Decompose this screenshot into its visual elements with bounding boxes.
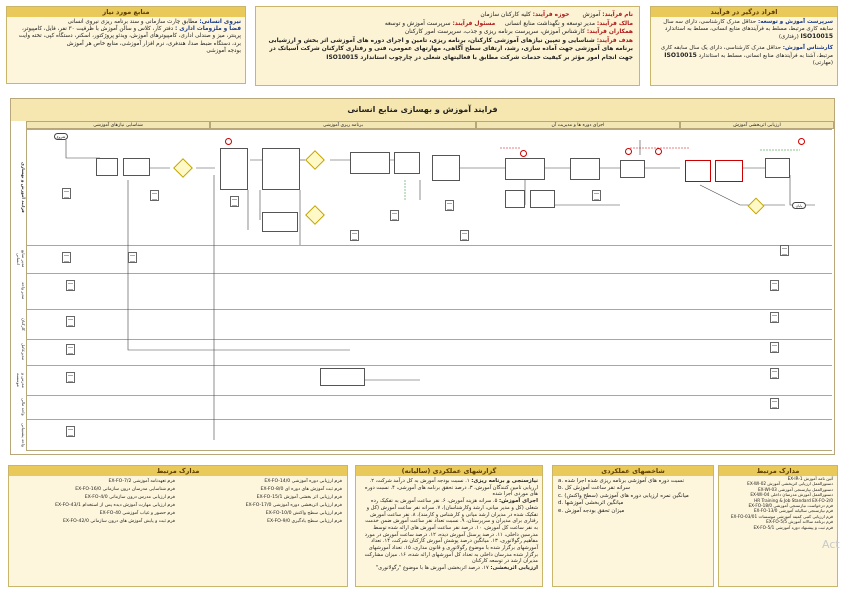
process-step	[505, 190, 525, 208]
people-item: سرپرست آموزش و توسعه: حداقل مدرک کارشناسی، دارای سه سال سابقه کاری مرتبط، مسلط به فرآیندهای منابع انسانی، مسلط به استاندارد ISO10015 (رفتاری)	[663, 19, 833, 41]
docs-left-items	[9, 476, 347, 529]
lane-label: مدیرعامل	[21, 343, 26, 361]
process-collaborators-line: همکاران فرآیند: کارشناس آموزش، سرپرست برنامه ریزی و جذب، سرپرست امور کارکنان	[404, 29, 633, 36]
report-paragraph: نیازسنجی و برنامه ریزی: ۱. نسبت بودجه آموزش به کل درآمد شرکت، ۲. ارزیابی تامین کنندگان آموزش، ۳. درصد تحقق برنامه های آموزشی، ۴. نسبت دوره های موردی اجرا شده	[364, 478, 538, 498]
document-icon	[128, 252, 137, 263]
doc-item: EX-FO-13/0 فرم نیازسنجی سالیانه آموزشی	[753, 508, 833, 514]
document-icon	[350, 230, 359, 241]
report-paragraph: اجرای آموزش: ۵. سرانه هزینه آموزش، ۶. نفر ساعت آموزش به تفکیک رده شغلی (کل و مدیر میانی، ارشد وکارشناسان)، ۷. سرانه نفر ساعت آموزش (کل و تفکیک شده در مدیران ارشد میانی و کارشناس و کارمند)، ۸. نفر ساعت آموزش رفتاری برای مدیران و سرپرستان، ۹. نسبت تعداد نفر ساعت آموزش ضمن خدمت به نفر ساعت کل آموزش، ۱۰. درصد نفر ساعت آموزش های ارائه شده توسط مدرسین داخلی، ۱۱. درصد پرسنل آموزش دیده، ۱۲. درصد ساعت آموزش در مورد مفاهیم رگولاتوری، ۱۳. میانگین درصد پوشش آموزش کارکنان شرکت، ۱۴. تعداد آموزشهای برگزار شده با موضوع رگولاتوری و قانون مداری، ۱۵. تعداد آموزشهای برگزار شده مدرسان داخلی به تعداد کل آموزشهای ارائه شده، ۱۶. میزان مشارکت مدیران ارشد در توسعه کارکنان	[364, 498, 538, 565]
people-item: کارشناس آموزش: حداقل مدرک کارشناسی، دارای یک سال سابقه کاری مرتبط، آشنا به فرآیندهای منابع انسانی، مسلط به استاندارد ISO10015 (مهارتی)	[660, 44, 833, 67]
related-docs-left-box	[8, 465, 348, 587]
doc-item: HR Training & Job Standard EX-FO-2/0	[754, 497, 833, 503]
kpi-marker	[798, 138, 805, 145]
doc-item: EX-FO-5/1 فرم ثبت و پیشنهاد دوره آموزشی	[753, 524, 833, 530]
doc-item: EX-FO-15/1 فرم ارزیابی اثر بخشی آموزش	[256, 495, 342, 501]
document-icon	[770, 280, 779, 291]
diagram-title: فرایند آموزش و بهسازی منابع انسانی	[11, 99, 834, 121]
reports-title: گزارشهای عملکردی (سالیانه)	[356, 466, 542, 476]
lane-label: واحد مالی	[21, 398, 26, 416]
kpi-marker	[520, 150, 527, 157]
lane-label: فرایند آموزش و بهسازی	[21, 162, 26, 213]
kpi-item: e. میزان تحقق بودجه آموزش	[558, 507, 625, 514]
process-step	[570, 158, 600, 180]
doc-item: EX-FO-4/0 فرم ارزیابی مدرس درون سازمانی	[84, 495, 175, 501]
process-step	[220, 148, 248, 190]
document-icon	[66, 344, 75, 355]
process-step	[350, 152, 390, 174]
kpi-item: b. سرانه نفر ساعت آموزش کل	[558, 485, 630, 492]
kpi-item: c. میانگین نمره ارزیابی دوره های آموزشی (سطح واکنش)	[558, 492, 689, 499]
doc-item: EX-WI-04 دستورالعمل آموزش مدرسان داخلی	[750, 492, 833, 498]
process-owner-line: مالک فرآیند: مدیر توسعه و نگهداشت منابع انسانی مسئول فرآیند: سرپرست آموزش و توسعه	[384, 20, 633, 27]
process-step	[262, 212, 298, 232]
docs-right-column	[718, 476, 836, 530]
kpi-item: a. نسبت دوره های آموزشی برنامه ریزی شده اجرا شده	[558, 478, 684, 484]
end-node: پایان	[792, 202, 806, 209]
process-step	[620, 160, 645, 178]
document-icon	[62, 188, 71, 199]
document-icon	[390, 210, 399, 221]
document-icon	[770, 398, 779, 409]
reports-panel	[355, 465, 543, 587]
process-step	[715, 160, 743, 182]
process-step	[765, 158, 790, 178]
doc-item: EX-IR-1 آئین نامه آموزش	[787, 476, 833, 481]
doc-item: EX-FO-16/0 فرم شناسایی مدرسان درون سازمانی	[75, 487, 175, 493]
doc-item: EX-FO-5/5 فرم برنامه سالانه آموزش	[766, 519, 833, 525]
process-name-line: نام فرآیند: آموزش حوزه فرآیند: کلیه کارکنان سازمان	[480, 12, 633, 18]
document-icon	[592, 190, 601, 201]
lane-label: واحد پشتیبانی	[21, 423, 26, 447]
document-icon	[66, 316, 75, 327]
document-icon	[780, 245, 789, 256]
process-goal-line: هدف فرآیند: شناسایی و تعیین نیازهای آموزشی کارکنان، برنامه ریزی، تامین و اجرای دوره های آموزشی اثر بخش و ارزشیابی برنامه های آموزشی جهت آماده سازی، رشد، ارتقای سطح آگاهی، مهارتهای عمومی، فنی و رفتاری کارکنان شرکت آسیاتک در جهت انجام امور مؤثر بر کیفیت خدمات شرکت مطابق با فعالیتهای شغلی در چارچوب استاندارد ISO10015	[268, 37, 633, 61]
report-paragraph: ارزیابی اثربخشی: ۱۷. درصد اثربخشی آموزش ها با موضوع "رگولاتوری"	[375, 565, 538, 572]
doc-item: EX-FO-10/0 فرم ارزیابی سطح واکنش	[265, 511, 342, 517]
lane-label: مدیر منابع انسانی	[16, 250, 26, 268]
process-step	[394, 152, 420, 174]
docs-left-title: مدارک مرتبط	[9, 466, 347, 476]
watermark-text: Act	[822, 538, 840, 551]
phase-header: برنامه ریزی آموزشی	[210, 121, 476, 129]
doc-item: EX-FO-8/0 فرم ثبت آموزش های دوره ای	[260, 487, 342, 493]
doc-item: EX-WI-02 دستورالعمل ارزیابی اثربخشی آموزش	[747, 481, 833, 487]
document-icon	[66, 372, 75, 383]
document-icon	[66, 280, 75, 291]
process-step	[262, 148, 300, 190]
document-icon	[770, 312, 779, 323]
people-title: افراد درگیر در فرآیند	[651, 7, 837, 17]
kpi-marker	[625, 148, 632, 155]
doc-item: EX-FO-42/0 فرم ثبت و پایش آموزش های درون سازمانی	[63, 519, 175, 525]
performance-indicators-list	[552, 465, 714, 587]
doc-item: EX-FO-40 فرم حضور و غیاب آموزشی	[99, 511, 175, 517]
kpi-title: شاخصهای عملکردی	[553, 466, 713, 476]
lane-label: مدرس و موسسه	[16, 372, 26, 388]
doc-item: EX-WI-03 دستورالعمل نیازسنجی آموزشی	[757, 486, 833, 492]
process-step	[432, 155, 460, 181]
resources-item: بودجه آموزشی	[206, 47, 241, 54]
lane-label: کارکنان	[21, 317, 26, 331]
doc-item: EX-FO-14/0 فرم ارزیابی دوره آموزشی	[264, 479, 342, 484]
lane-label: مدیر واحد	[21, 282, 26, 300]
document-icon	[66, 426, 75, 437]
docs-title: مدارک مرتبط	[719, 466, 837, 476]
phase-header: شناسایی نیازهای آموزشی	[26, 121, 210, 129]
process-step	[123, 158, 150, 176]
doc-item: EX-FO-17/0 فرم ارزیابی اثربخشی دوره آموزشی	[245, 503, 342, 509]
process-step	[96, 158, 118, 176]
doc-item: EX-FO-9/0 فرم ارزیابی سطح یادگیری	[267, 519, 342, 525]
doc-item: EX-FO-18/0 فرم درخواست نیازسنجی آموزشی	[748, 503, 833, 509]
kpi-item: d. میانگین اثربخشی آموزشها	[558, 500, 624, 507]
phase-header: ارزیابی اثربخشی آموزش	[680, 121, 834, 129]
phase-header: اجرای دوره ها و مدیریت آن	[476, 121, 680, 129]
resources-item: فضا و ملزومات اداری : دفتر کار، کلاس و سالن آموزش با ظرفیت ۳۰ نفر، فایل، کامپیوتر، پرینتر، میز و صندلی اداری، کامپیوترهای آموزش، ویدئو پروژکتور، اسکنر، دستگاه کپی، تخته وایت برد، دستگاه ضبط صدا، هندفری، نرم افزار آموزشی، منابع خاص هر آموزش	[18, 26, 241, 47]
process-step	[685, 160, 711, 182]
start-node: شروع	[54, 133, 68, 140]
document-icon	[62, 252, 71, 263]
doc-item: EX-FO-03/01 فرم ارزیابی کتبی کمیته آموزشی موسسات	[730, 513, 833, 519]
document-icon	[230, 196, 239, 207]
process-step	[530, 190, 555, 208]
kpi-marker	[225, 138, 232, 145]
document-icon	[150, 190, 159, 201]
kpi-marker	[655, 148, 662, 155]
document-icon	[770, 342, 779, 353]
process-step	[505, 158, 545, 180]
doc-item: EX-FO-7/2 فرم تعهدنامه آموزشی	[108, 479, 175, 484]
resources-item: نیروی انسانی: مطابق چارت سازمانی و سند برنامه ریزی نیروی انسانی	[67, 19, 241, 25]
document-icon	[770, 368, 779, 379]
process-step	[320, 368, 365, 386]
doc-item: EX-FO-43/1 فرم ارزیابی مهارت آموزش دیده پس از استخدام	[55, 503, 175, 509]
document-icon	[445, 200, 454, 211]
document-icon	[460, 230, 469, 241]
resources-title: منابع مورد نیاز	[7, 7, 245, 17]
